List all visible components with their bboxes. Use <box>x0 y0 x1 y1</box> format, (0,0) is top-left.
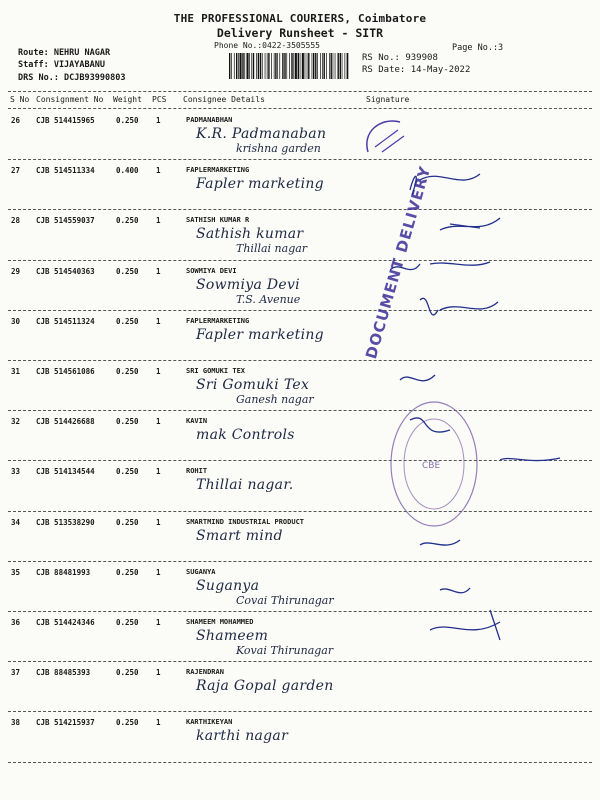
row-consignment-no: CJB 513538290 <box>36 517 95 527</box>
row-weight: 0.250 <box>116 367 139 376</box>
document-subtitle: Delivery Runsheet - SITR <box>216 26 384 40</box>
row-pcs: 1 <box>156 467 161 477</box>
row-sno: 35 <box>11 567 21 577</box>
row-pcs: 1 <box>156 618 161 627</box>
row-sno: 36 <box>11 618 21 627</box>
row-sno: 27 <box>11 166 21 176</box>
document-title: THE PROFESSIONAL COURIERS, Coimbatore <box>173 12 427 25</box>
row-consignee-name: SRI GOMUKI TEX <box>186 367 246 375</box>
row-handwritten-name: K.R. Padmanaban <box>196 126 327 142</box>
row-handwritten-name: Shameem <box>196 628 269 644</box>
rs-number: RS No.: 939908 <box>362 53 438 63</box>
row-pcs: 1 <box>156 718 161 728</box>
row-sno: 30 <box>11 316 21 326</box>
row-consignee-name: KAVIN <box>186 417 208 426</box>
row-sno: 32 <box>11 417 21 427</box>
row-handwritten-name: mak Controls <box>196 427 295 444</box>
row-consignee-name: FAPLERMARKETING <box>186 166 250 175</box>
row-consignee-name: SMARTMIND INDUSTRIAL PRODUCT <box>186 517 305 526</box>
row-consignment-no: CJB 514559037 <box>36 216 95 226</box>
row-handwritten-address: Kovai Thirunagar <box>236 644 334 657</box>
row-handwritten-address: krishna garden <box>236 142 321 155</box>
row-weight: 0.250 <box>116 216 139 226</box>
seal-text: CBE <box>422 461 441 471</box>
table-row <box>0 112 600 162</box>
col-signature: Signature <box>366 95 410 104</box>
row-handwritten-name: Sowmiya Devi <box>196 276 300 293</box>
row-consignment-no: CJB 514415965 <box>36 116 95 125</box>
row-handwritten-name: Sri Gomuki Tex <box>196 377 310 393</box>
row-pcs: 1 <box>156 216 161 226</box>
row-weight: 0.250 <box>116 467 139 477</box>
col-pcs: PCS <box>152 95 167 104</box>
row-pcs: 1 <box>156 417 161 427</box>
phone-number: Phone No.:0422-3505555 <box>214 41 320 50</box>
staff-label: Staff: VIJAYABANU <box>18 60 105 70</box>
row-consignment-no: CJB 514134544 <box>36 467 95 477</box>
row-consignee-name: RAJENDRAN <box>186 668 224 677</box>
col-sno: S No <box>10 95 30 104</box>
row-handwritten-name: Smart mind <box>196 527 283 544</box>
row-pcs: 1 <box>156 668 161 678</box>
row-divider <box>8 762 592 763</box>
row-consignee-name: SOWMIYA DEVI <box>186 266 237 275</box>
row-handwritten-name: Sathish kumar <box>196 226 304 243</box>
document-delivery-stamp: DOCUMENT DELIVERY <box>362 163 435 361</box>
row-weight: 0.250 <box>116 417 139 427</box>
row-weight: 0.250 <box>116 517 139 527</box>
signature-scribbles <box>390 160 570 680</box>
row-consignee-name: ROHIT <box>186 467 208 476</box>
row-consignment-no: CJB 514511334 <box>36 166 95 176</box>
row-pcs: 1 <box>156 116 161 125</box>
row-handwritten-name: Suganya <box>196 577 260 594</box>
row-handwritten-name: Fapler marketing <box>196 176 324 193</box>
header-top-rule <box>8 91 592 92</box>
row-consignee-name: SHAMEEM MOHAMMED <box>186 618 254 626</box>
row-consignment-no: CJB 514561086 <box>36 367 95 376</box>
row-divider <box>8 711 592 712</box>
row-consignment-no: CJB 88481993 <box>36 567 91 577</box>
row-pcs: 1 <box>156 567 161 577</box>
route-label: Route: NEHRU NAGAR <box>18 48 111 58</box>
header-bottom-rule <box>8 108 592 109</box>
row-handwritten-name: Raja Gopal garden <box>196 678 334 695</box>
row-consignment-no: CJB 514540363 <box>36 266 95 276</box>
row-handwritten-name: Fapler marketing <box>196 326 324 343</box>
row-weight: 0.250 <box>116 618 139 627</box>
row-consignment-no: CJB 514424346 <box>36 618 95 627</box>
row-consignee-name: SUGANYA <box>186 567 216 576</box>
table-row <box>0 714 600 764</box>
page-number: Page No.:3 <box>452 43 504 53</box>
row-weight: 0.250 <box>116 718 139 728</box>
row-sno: 26 <box>11 116 21 125</box>
row-handwritten-address: Thillai nagar <box>236 242 308 256</box>
row-consignee-name: SATHISH KUMAR R <box>186 216 250 225</box>
row-weight: 0.250 <box>116 567 139 577</box>
row-handwritten-address: T.S. Avenue <box>236 292 301 306</box>
row-weight: 0.250 <box>116 316 139 326</box>
row-weight: 0.250 <box>116 116 139 125</box>
row-handwritten-address: Ganesh nagar <box>236 393 314 406</box>
rs-date: RS Date: 14-May-2022 <box>362 65 471 75</box>
row-sno: 34 <box>11 517 21 527</box>
cin-scribble <box>360 112 410 162</box>
row-pcs: 1 <box>156 517 161 527</box>
col-consignee: Consignee Details <box>183 95 265 104</box>
row-handwritten-name: Thillai nagar. <box>196 477 294 494</box>
row-sno: 38 <box>11 718 21 728</box>
row-pcs: 1 <box>156 266 161 276</box>
row-sno: 31 <box>11 367 21 376</box>
row-sno: 28 <box>11 216 21 226</box>
row-sno: 29 <box>11 266 21 276</box>
row-weight: 0.250 <box>116 668 139 678</box>
row-sno: 37 <box>11 668 21 678</box>
row-pcs: 1 <box>156 316 161 326</box>
row-weight: 0.400 <box>116 166 139 176</box>
row-consignee-name: FAPLERMARKETING <box>186 316 250 325</box>
row-handwritten-address: Covai Thirunagar <box>236 593 334 607</box>
row-handwritten-name: karthi nagar <box>196 728 289 745</box>
row-consignment-no: CJB 88485393 <box>36 668 91 678</box>
row-sno: 33 <box>11 467 21 477</box>
row-weight: 0.250 <box>116 266 139 276</box>
row-consignee-name: KARTHIKEYAN <box>186 718 233 727</box>
barcode-image <box>229 53 349 79</box>
drs-number: DRS No.: DCJB93990803 <box>18 73 126 83</box>
col-weight: Weight <box>113 95 142 104</box>
row-consignee-name: PADMANABHAN <box>186 116 233 124</box>
row-consignment-no: CJB 514426688 <box>36 417 95 427</box>
row-consignment-no: CJB 514215937 <box>36 718 95 728</box>
row-pcs: 1 <box>156 166 161 176</box>
row-consignment-no: CJB 514511324 <box>36 316 95 326</box>
col-consignment: Consignment No <box>36 95 104 104</box>
row-pcs: 1 <box>156 367 161 376</box>
